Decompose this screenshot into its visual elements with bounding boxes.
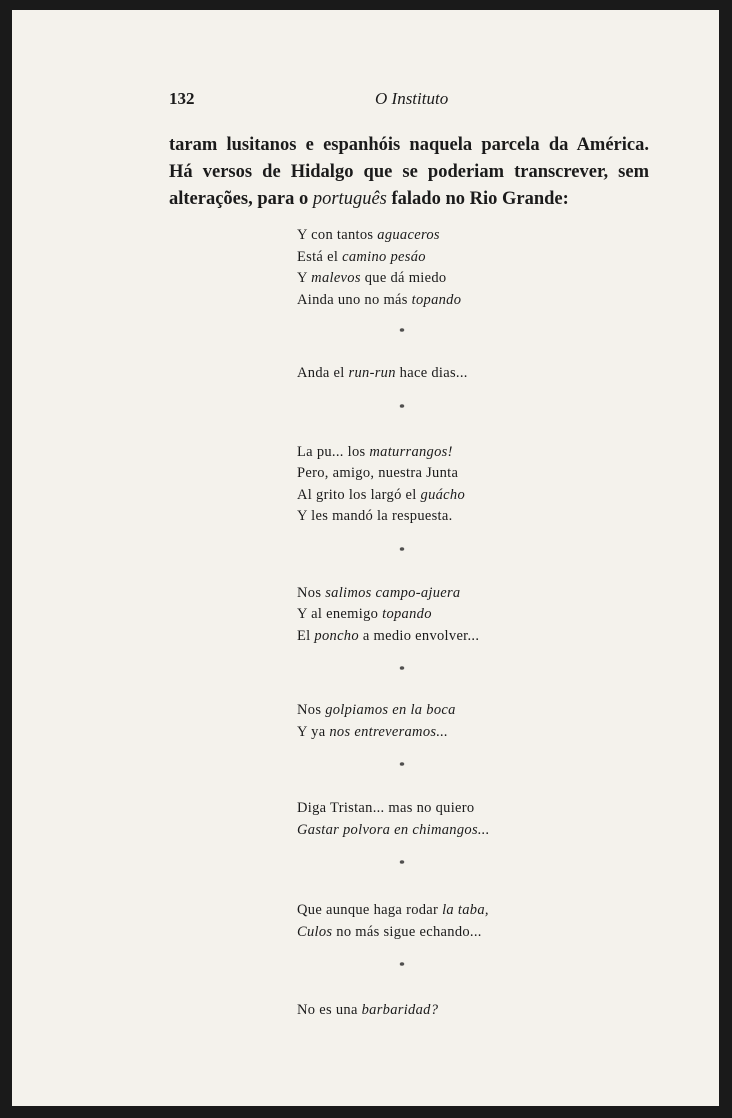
- verse-text: Anda el: [297, 365, 349, 381]
- poem-verse: [297, 583, 617, 605]
- poem-verse: [297, 247, 617, 269]
- verse-italic: maturrangos!: [369, 443, 453, 460]
- verse-text: Diga Tristan... mas no quiero: [297, 800, 475, 816]
- verse-text: Que aunque haga rodar: [297, 902, 443, 918]
- prose-emphasis: português: [312, 189, 387, 209]
- poem-stanza: [297, 900, 617, 943]
- page-number: 132: [169, 89, 195, 108]
- verse-italic: salimos campo-ajuera: [325, 584, 461, 601]
- poem-verse: [297, 922, 617, 944]
- stanza-separator: *: [399, 544, 405, 557]
- prose-text: falado no Rio Grande:: [386, 189, 569, 209]
- running-title: O Instituto: [375, 89, 449, 108]
- verse-text: Y: [297, 270, 312, 286]
- poem-verse: [297, 900, 617, 922]
- verse-italic: topando: [411, 291, 462, 308]
- prose-line: taram lusitanos e espanhóis naquela parcela da América.: [169, 135, 649, 155]
- verse-italic: guácho: [420, 486, 466, 503]
- verse-italic: run-run: [348, 365, 396, 381]
- verse-text: Nos: [297, 584, 326, 601]
- poem-verse: [297, 1000, 617, 1022]
- poem-verse: [297, 442, 617, 464]
- verse-text: Nos: [297, 702, 326, 718]
- stanza-separator: *: [399, 760, 405, 772]
- verse-italic: Culos: [297, 923, 333, 940]
- poem-verse: [297, 363, 617, 385]
- verse-text: Y al enemigo: [297, 606, 383, 622]
- poem-stanza: [297, 583, 617, 648]
- poem-verse: [297, 225, 617, 247]
- verse-italic: barbaridad?: [361, 1002, 439, 1018]
- poem-stanza: [297, 442, 617, 528]
- verse-text: Pero, amigo, nuestra Junta: [297, 465, 459, 481]
- poem-verse: [297, 463, 617, 485]
- verse-text: Está el: [297, 248, 343, 265]
- verse-text: a medio envolver...: [358, 627, 480, 644]
- poem-stanza: [297, 700, 617, 743]
- book-page: [12, 10, 719, 1106]
- verse-text: que dá miedo: [360, 270, 447, 286]
- verse-text: Al grito los largó el: [297, 486, 421, 503]
- stanza-separator: *: [399, 401, 405, 414]
- poem-verse: [297, 290, 617, 312]
- verse-italic: aguaceros: [377, 227, 440, 243]
- verse-italic: nos entreveramos...: [329, 723, 449, 740]
- verse-text: El: [297, 627, 315, 644]
- poem-verse: [297, 268, 617, 290]
- prose-line: [169, 186, 649, 213]
- stanza-separator: *: [399, 858, 405, 870]
- verse-text: Y les mandó la respuesta.: [297, 508, 453, 524]
- poem-verse: [297, 700, 617, 722]
- verse-text: Y con tantos: [297, 227, 378, 243]
- stanza-separator: *: [399, 326, 405, 338]
- prose-line: Há versos de Hidalgo que se poderiam transcrever, sem: [169, 162, 649, 182]
- stanza-separator: *: [399, 960, 405, 972]
- verse-italic: Gastar polvora en chimangos...: [297, 821, 490, 838]
- poem: [297, 225, 617, 1022]
- stanza-separator: *: [399, 664, 405, 676]
- verse-text: Ainda uno no más: [297, 291, 412, 308]
- verse-italic: poncho: [314, 627, 359, 644]
- verse-text: La pu... los: [297, 443, 370, 460]
- poem-stanza: [297, 225, 617, 311]
- poem-verse: [297, 485, 617, 507]
- poem-verse: [297, 604, 617, 626]
- prose-text: alterações, para o: [169, 189, 313, 209]
- verse-italic: golpiamos en la boca: [325, 702, 456, 718]
- verse-italic: la taba,: [442, 902, 489, 918]
- poem-verse: [297, 722, 617, 744]
- poem-stanza: [297, 1000, 617, 1022]
- poem-verse: [297, 626, 617, 648]
- poem-verse: [297, 820, 617, 842]
- poem-verse: [297, 506, 617, 528]
- verse-italic: malevos: [311, 270, 361, 286]
- verse-italic: topando: [382, 606, 432, 622]
- poem-stanza: [297, 798, 617, 841]
- poem-verse: [297, 798, 617, 820]
- verse-text: hace dias...: [395, 365, 468, 381]
- verse-text: Y ya: [297, 723, 330, 740]
- verse-italic: camino pesáo: [342, 248, 426, 265]
- verse-text: no más sigue echando...: [332, 923, 482, 940]
- verse-text: No es una: [297, 1002, 362, 1018]
- prose-paragraph: [169, 132, 649, 213]
- page-header: [169, 89, 569, 113]
- poem-stanza: [297, 363, 617, 385]
